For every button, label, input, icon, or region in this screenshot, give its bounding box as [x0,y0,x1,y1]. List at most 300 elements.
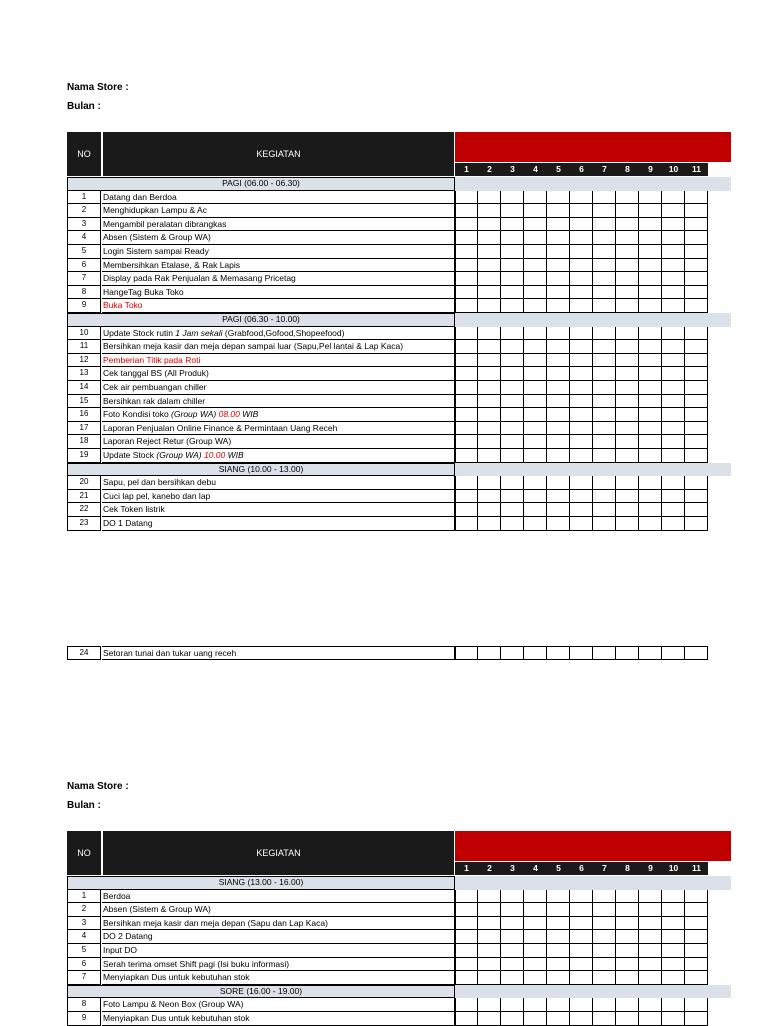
day-check-cell[interactable] [593,435,616,449]
day-check-cell[interactable] [593,367,616,381]
day-check-cell[interactable] [501,435,524,449]
day-check-cell[interactable] [524,422,547,436]
day-checkboxes[interactable] [455,890,708,904]
day-check-cell[interactable] [524,930,547,944]
day-check-cell[interactable] [639,340,662,354]
day-check-cell[interactable] [501,944,524,958]
day-check-cell[interactable] [639,191,662,205]
day-check-cell[interactable] [593,299,616,313]
day-check-cell[interactable] [547,245,570,259]
day-check-cell[interactable] [478,191,501,205]
day-check-cell[interactable] [570,490,593,504]
day-check-cell[interactable] [478,327,501,341]
day-check-cell[interactable] [593,890,616,904]
day-check-cell[interactable] [662,259,685,273]
day-check-cell[interactable] [455,408,478,422]
day-check-cell[interactable] [639,231,662,245]
day-check-cell[interactable] [685,395,708,409]
day-checkboxes[interactable] [455,903,708,917]
day-check-cell[interactable] [478,408,501,422]
day-check-cell[interactable] [501,395,524,409]
day-check-cell[interactable] [593,381,616,395]
day-check-cell[interactable] [455,299,478,313]
day-checkboxes[interactable] [455,408,708,422]
day-check-cell[interactable] [524,340,547,354]
day-check-cell[interactable] [685,354,708,368]
day-check-cell[interactable] [478,340,501,354]
day-check-cell[interactable] [616,917,639,931]
day-check-cell[interactable] [478,503,501,517]
day-check-cell[interactable] [524,517,547,531]
day-check-cell[interactable] [593,286,616,300]
day-check-cell[interactable] [455,903,478,917]
day-check-cell[interactable] [639,503,662,517]
day-check-cell[interactable] [455,944,478,958]
day-check-cell[interactable] [501,890,524,904]
day-check-cell[interactable] [662,204,685,218]
day-check-cell[interactable] [547,381,570,395]
day-check-cell[interactable] [478,890,501,904]
day-check-cell[interactable] [570,395,593,409]
day-check-cell[interactable] [547,903,570,917]
day-check-cell[interactable] [639,395,662,409]
day-check-cell[interactable] [616,998,639,1012]
day-checkboxes[interactable] [455,422,708,436]
day-check-cell[interactable] [478,272,501,286]
day-check-cell[interactable] [593,998,616,1012]
day-check-cell[interactable] [639,944,662,958]
day-check-cell[interactable] [662,971,685,985]
day-check-cell[interactable] [478,971,501,985]
day-check-cell[interactable] [570,998,593,1012]
day-check-cell[interactable] [685,191,708,205]
day-check-cell[interactable] [501,218,524,232]
day-check-cell[interactable] [570,245,593,259]
day-check-cell[interactable] [616,191,639,205]
day-check-cell[interactable] [570,204,593,218]
day-check-cell[interactable] [639,971,662,985]
day-check-cell[interactable] [455,395,478,409]
day-check-cell[interactable] [547,395,570,409]
day-check-cell[interactable] [593,204,616,218]
day-check-cell[interactable] [455,204,478,218]
day-check-cell[interactable] [547,231,570,245]
day-check-cell[interactable] [455,917,478,931]
day-check-cell[interactable] [455,930,478,944]
day-check-cell[interactable] [616,367,639,381]
day-check-cell[interactable] [570,903,593,917]
day-check-cell[interactable] [478,998,501,1012]
day-check-cell[interactable] [662,354,685,368]
day-checkboxes[interactable] [455,449,708,463]
day-checkboxes[interactable] [455,958,708,972]
day-check-cell[interactable] [662,327,685,341]
day-check-cell[interactable] [685,490,708,504]
day-check-cell[interactable] [547,517,570,531]
day-check-cell[interactable] [547,327,570,341]
day-check-cell[interactable] [639,917,662,931]
day-check-cell[interactable] [639,930,662,944]
day-check-cell[interactable] [501,272,524,286]
day-check-cell[interactable] [593,903,616,917]
day-check-cell[interactable] [593,930,616,944]
day-check-cell[interactable] [547,286,570,300]
day-check-cell[interactable] [662,272,685,286]
day-check-cell[interactable] [616,449,639,463]
day-check-cell[interactable] [616,354,639,368]
day-check-cell[interactable] [639,435,662,449]
day-check-cell[interactable] [478,930,501,944]
day-check-cell[interactable] [639,354,662,368]
day-check-cell[interactable] [685,476,708,490]
day-check-cell[interactable] [570,367,593,381]
day-check-cell[interactable] [662,245,685,259]
day-check-cell[interactable] [685,998,708,1012]
day-check-cell[interactable] [593,422,616,436]
day-check-cell[interactable] [639,958,662,972]
day-check-cell[interactable] [455,998,478,1012]
day-check-cell[interactable] [501,958,524,972]
day-check-cell[interactable] [455,231,478,245]
day-check-cell[interactable] [616,503,639,517]
day-check-cell[interactable] [570,272,593,286]
day-check-cell[interactable] [501,971,524,985]
day-check-cell[interactable] [478,476,501,490]
day-check-cell[interactable] [478,395,501,409]
day-check-cell[interactable] [570,944,593,958]
day-check-cell[interactable] [662,944,685,958]
day-check-cell[interactable] [501,490,524,504]
day-check-cell[interactable] [616,930,639,944]
day-check-cell[interactable] [639,890,662,904]
day-check-cell[interactable] [570,327,593,341]
day-check-cell[interactable] [662,435,685,449]
day-check-cell[interactable] [616,381,639,395]
day-check-cell[interactable] [524,245,547,259]
day-check-cell[interactable] [524,449,547,463]
day-check-cell[interactable] [547,367,570,381]
day-check-cell[interactable] [616,286,639,300]
day-check-cell[interactable] [547,944,570,958]
day-checkboxes[interactable] [455,204,708,218]
day-check-cell[interactable] [593,231,616,245]
day-check-cell[interactable] [501,503,524,517]
day-check-cell[interactable] [455,367,478,381]
day-check-cell[interactable] [593,958,616,972]
day-check-cell[interactable] [639,327,662,341]
day-check-cell[interactable] [455,272,478,286]
day-check-cell[interactable] [478,218,501,232]
day-check-cell[interactable] [593,476,616,490]
day-check-cell[interactable] [478,245,501,259]
day-check-cell[interactable] [547,917,570,931]
day-check-cell[interactable] [593,917,616,931]
day-check-cell[interactable] [685,340,708,354]
day-check-cell[interactable] [639,286,662,300]
day-checkboxes[interactable] [455,517,708,531]
day-check-cell[interactable] [685,381,708,395]
day-check-cell[interactable] [639,259,662,273]
day-check-cell[interactable] [524,204,547,218]
day-check-cell[interactable] [662,476,685,490]
day-checkboxes[interactable] [455,476,708,490]
day-check-cell[interactable] [547,259,570,273]
day-check-cell[interactable] [685,272,708,286]
day-check-cell[interactable] [570,408,593,422]
day-check-cell[interactable] [455,340,478,354]
day-check-cell[interactable] [616,218,639,232]
day-check-cell[interactable] [685,971,708,985]
day-check-cell[interactable] [501,367,524,381]
day-check-cell[interactable] [455,245,478,259]
day-check-cell[interactable] [501,517,524,531]
day-check-cell[interactable] [455,218,478,232]
day-check-cell[interactable] [524,490,547,504]
day-check-cell[interactable] [570,299,593,313]
day-check-cell[interactable] [662,381,685,395]
day-check-cell[interactable] [685,422,708,436]
day-check-cell[interactable] [662,286,685,300]
day-check-cell[interactable] [524,367,547,381]
day-check-cell[interactable] [662,367,685,381]
day-check-cell[interactable] [639,903,662,917]
day-check-cell[interactable] [455,958,478,972]
day-check-cell[interactable] [639,490,662,504]
day-check-cell[interactable] [685,408,708,422]
day-check-cell[interactable] [662,490,685,504]
day-check-cell[interactable] [501,340,524,354]
day-check-cell[interactable] [685,517,708,531]
day-check-cell[interactable] [478,422,501,436]
day-check-cell[interactable] [455,476,478,490]
day-check-cell[interactable] [478,231,501,245]
day-check-cell[interactable] [685,259,708,273]
day-check-cell[interactable] [593,327,616,341]
day-check-cell[interactable] [570,476,593,490]
day-check-cell[interactable] [524,286,547,300]
day-check-cell[interactable] [570,354,593,368]
day-check-cell[interactable] [478,435,501,449]
day-check-cell[interactable] [662,503,685,517]
day-check-cell[interactable] [547,435,570,449]
day-check-cell[interactable] [639,381,662,395]
day-check-cell[interactable] [547,299,570,313]
day-check-cell[interactable] [685,231,708,245]
day-check-cell[interactable] [593,259,616,273]
day-check-cell[interactable] [455,422,478,436]
day-check-cell[interactable] [685,449,708,463]
day-check-cell[interactable] [662,231,685,245]
day-check-cell[interactable] [616,327,639,341]
day-check-cell[interactable] [685,218,708,232]
day-check-cell[interactable] [524,917,547,931]
day-check-cell[interactable] [455,890,478,904]
day-checkboxes[interactable] [455,395,708,409]
day-check-cell[interactable] [570,422,593,436]
day-checkboxes[interactable] [455,917,708,931]
day-check-cell[interactable] [501,245,524,259]
day-check-cell[interactable] [478,449,501,463]
day-checkboxes[interactable] [455,354,708,368]
day-check-cell[interactable] [570,503,593,517]
day-check-cell[interactable] [547,958,570,972]
day-check-cell[interactable] [662,958,685,972]
day-check-cell[interactable] [662,218,685,232]
day-check-cell[interactable] [478,958,501,972]
day-check-cell[interactable] [639,422,662,436]
day-check-cell[interactable] [662,422,685,436]
day-check-cell[interactable] [685,944,708,958]
day-check-cell[interactable] [570,971,593,985]
day-check-cell[interactable] [616,903,639,917]
day-check-cell[interactable] [524,958,547,972]
day-check-cell[interactable] [501,381,524,395]
day-check-cell[interactable] [685,204,708,218]
day-check-cell[interactable] [547,449,570,463]
day-check-cell[interactable] [524,231,547,245]
day-check-cell[interactable] [616,958,639,972]
day-check-cell[interactable] [478,299,501,313]
day-check-cell[interactable] [455,191,478,205]
day-checkboxes[interactable] [455,231,708,245]
day-check-cell[interactable] [685,286,708,300]
day-check-cell[interactable] [685,245,708,259]
day-check-cell[interactable] [524,971,547,985]
day-checkboxes[interactable] [455,646,708,660]
day-checkboxes[interactable] [455,327,708,341]
day-check-cell[interactable] [501,204,524,218]
day-check-cell[interactable] [501,259,524,273]
day-checkboxes[interactable] [455,944,708,958]
day-check-cell[interactable] [662,930,685,944]
day-check-cell[interactable] [455,381,478,395]
day-checkboxes[interactable] [455,490,708,504]
day-check-cell[interactable] [570,231,593,245]
day-check-cell[interactable] [570,381,593,395]
day-check-cell[interactable] [639,204,662,218]
day-check-cell[interactable] [593,449,616,463]
day-check-cell[interactable] [662,191,685,205]
day-check-cell[interactable] [547,890,570,904]
day-check-cell[interactable] [501,231,524,245]
day-check-cell[interactable] [616,272,639,286]
day-check-cell[interactable] [478,903,501,917]
day-check-cell[interactable] [478,367,501,381]
day-check-cell[interactable] [547,218,570,232]
day-check-cell[interactable] [685,367,708,381]
day-check-cell[interactable] [662,917,685,931]
day-check-cell[interactable] [478,381,501,395]
day-checkboxes[interactable] [455,381,708,395]
day-check-cell[interactable] [593,218,616,232]
day-check-cell[interactable] [524,354,547,368]
day-check-cell[interactable] [524,435,547,449]
day-check-cell[interactable] [616,435,639,449]
day-checkboxes[interactable] [455,191,708,205]
day-checkboxes[interactable] [455,503,708,517]
day-check-cell[interactable] [616,395,639,409]
day-check-cell[interactable] [455,259,478,273]
day-check-cell[interactable] [455,517,478,531]
day-check-cell[interactable] [455,503,478,517]
day-check-cell[interactable] [593,245,616,259]
day-check-cell[interactable] [478,286,501,300]
day-check-cell[interactable] [547,272,570,286]
day-check-cell[interactable] [662,903,685,917]
day-check-cell[interactable] [547,340,570,354]
day-check-cell[interactable] [524,408,547,422]
day-check-cell[interactable] [685,503,708,517]
day-checkboxes[interactable] [455,272,708,286]
day-check-cell[interactable] [455,286,478,300]
day-checkboxes[interactable] [455,998,708,1012]
day-check-cell[interactable] [547,476,570,490]
day-check-cell[interactable] [501,998,524,1012]
day-checkboxes[interactable] [455,286,708,300]
day-check-cell[interactable] [570,517,593,531]
day-check-cell[interactable] [639,408,662,422]
day-check-cell[interactable] [639,449,662,463]
day-checkboxes[interactable] [455,259,708,273]
day-check-cell[interactable] [593,395,616,409]
day-check-cell[interactable] [662,517,685,531]
day-check-cell[interactable] [547,408,570,422]
day-check-cell[interactable] [547,422,570,436]
day-check-cell[interactable] [501,299,524,313]
day-check-cell[interactable] [478,917,501,931]
day-check-cell[interactable] [478,944,501,958]
day-checkboxes[interactable] [455,299,708,313]
day-check-cell[interactable] [616,944,639,958]
day-check-cell[interactable] [639,367,662,381]
day-check-cell[interactable] [616,245,639,259]
day-check-cell[interactable] [639,517,662,531]
day-check-cell[interactable] [662,890,685,904]
day-check-cell[interactable] [524,944,547,958]
day-checkboxes[interactable] [455,930,708,944]
day-check-cell[interactable] [662,408,685,422]
day-check-cell[interactable] [593,971,616,985]
day-check-cell[interactable] [501,327,524,341]
day-check-cell[interactable] [547,354,570,368]
day-check-cell[interactable] [524,998,547,1012]
day-check-cell[interactable] [547,503,570,517]
day-check-cell[interactable] [455,327,478,341]
day-check-cell[interactable] [662,449,685,463]
day-check-cell[interactable] [639,218,662,232]
day-check-cell[interactable] [616,422,639,436]
day-checkboxes[interactable] [455,245,708,259]
day-check-cell[interactable] [524,218,547,232]
day-check-cell[interactable] [616,971,639,985]
day-check-cell[interactable] [570,218,593,232]
day-check-cell[interactable] [616,259,639,273]
day-check-cell[interactable] [616,408,639,422]
day-check-cell[interactable] [685,299,708,313]
day-check-cell[interactable] [524,503,547,517]
day-check-cell[interactable] [478,204,501,218]
day-check-cell[interactable] [593,517,616,531]
day-check-cell[interactable] [501,903,524,917]
day-check-cell[interactable] [501,408,524,422]
day-check-cell[interactable] [501,917,524,931]
day-check-cell[interactable] [455,354,478,368]
day-check-cell[interactable] [662,299,685,313]
day-check-cell[interactable] [501,354,524,368]
day-check-cell[interactable] [685,958,708,972]
day-check-cell[interactable] [570,449,593,463]
day-checkboxes[interactable] [455,340,708,354]
